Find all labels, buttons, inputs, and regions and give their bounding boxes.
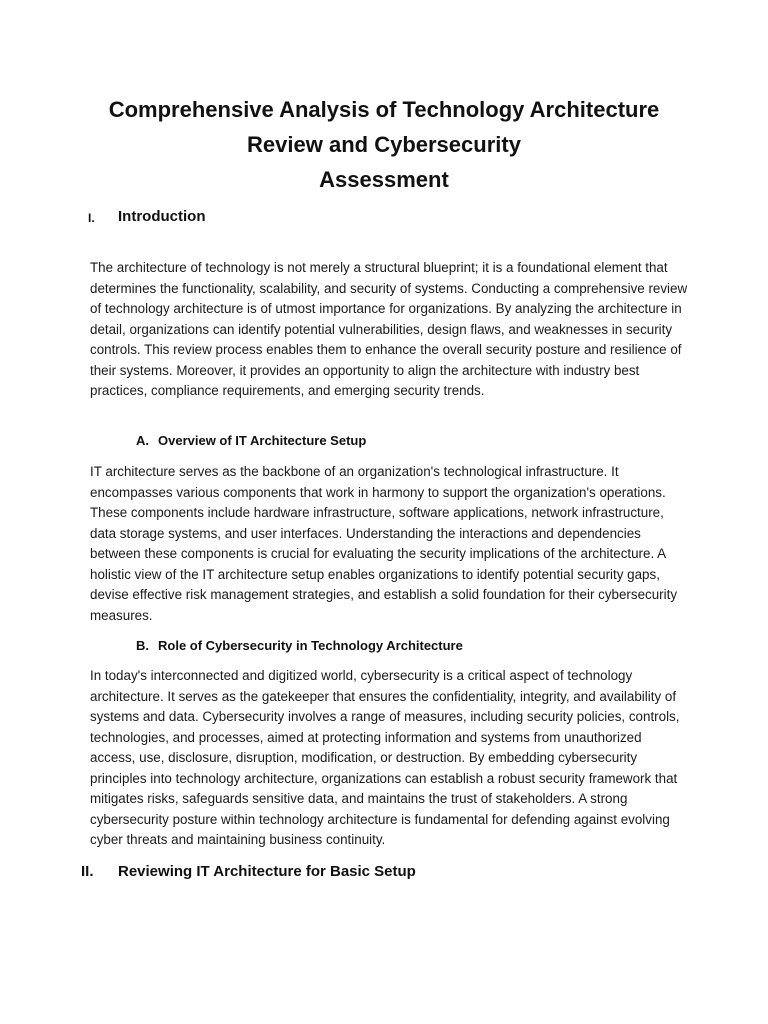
section-number: I. bbox=[88, 211, 95, 225]
section-number: II. bbox=[81, 863, 94, 880]
role-of-cybersecurity-paragraph: In today's interconnected and digitized world, cybersecurity is a critical aspect of technology architecture. It serves as the gatekeeper that ensures the confidentiality, integrity, and availability of systems and data. Cybersecurity involves a range of measures, including security policies, controls, technologies, and processes, aimed at protecting information and systems from unauthorized access, use, disclosure, disruption, modification, or destruction. By embedding cybersecurity principles into technology architecture, organizations can establish a robust security framework that mitigates risks, safeguards sensitive data, and maintains the trust of stakeholders. A strong cybersecurity posture within technology architecture is fundamental for defending against evolving cyber threats and maintaining business continuity. bbox=[90, 668, 680, 847]
subsection-letter: B. bbox=[136, 638, 149, 653]
subsection-title: Overview of IT Architecture Setup bbox=[158, 433, 367, 448]
document-title-line-3: Assessment bbox=[319, 167, 449, 192]
section-title: Introduction bbox=[118, 208, 206, 225]
introduction-paragraph: The architecture of technology is not merely a structural blueprint; it is a foundational element that determines the functionality, scalability, and security of systems. Conducting a comprehensive review of technology architecture is of utmost importance for organizations. By analyzing the architecture in detail, organizations can identify potential vulnerabilities, design flaws, and weaknesses in security controls. This review process enables them to enhance the overall security posture and resilience of their systems. Moreover, it provides an opportunity to align the architecture with industry best practices, compliance requirements, and emerging security trends. bbox=[90, 260, 688, 398]
section-title: Reviewing IT Architecture for Basic Setup bbox=[118, 863, 416, 880]
document-title-line-2: Review and Cybersecurity bbox=[247, 132, 521, 157]
subsection-letter: A. bbox=[136, 433, 149, 448]
subsection-heading-overview bbox=[136, 432, 366, 450]
subsection-heading-role-of-cybersecurity bbox=[136, 637, 463, 655]
overview-paragraph: IT architecture serves as the backbone of an organization's technological infrastructure. It encompasses various components that work in harmony to support the organization's operations. These components include hardware infrastructure, software applications, network infrastructure, data storage systems, and user interfaces. Understanding the interactions and dependencies between these components is crucial for evaluating the security implications of the architecture. A holistic view of the IT architecture setup enables organizations to identify potential security gaps, devise effective risk management strategies, and establish a solid foundation for their cybersecurity measures. bbox=[90, 464, 678, 623]
subsection-title: Role of Cybersecurity in Technology Architecture bbox=[158, 638, 463, 653]
document-title-line-1: Comprehensive Analysis of Technology Architecture bbox=[108, 97, 660, 122]
